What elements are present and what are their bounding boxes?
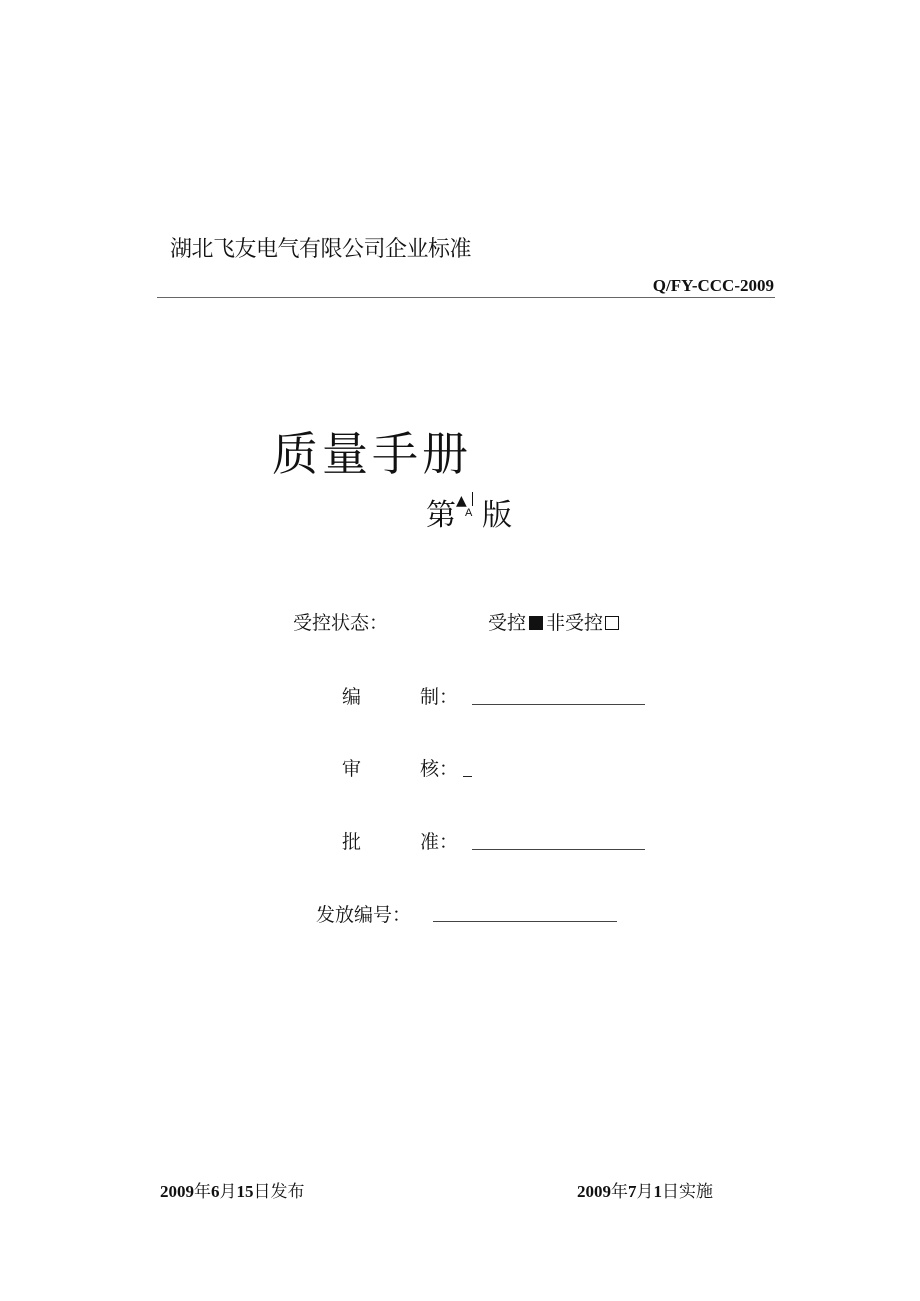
document-number: Q/FY-CCC-2009 (652, 276, 774, 295)
impl-month: 7 (628, 1182, 637, 1201)
publish-month: 6 (211, 1182, 220, 1201)
publish-date (160, 1177, 305, 1202)
impl-month-char: 月 (636, 1182, 654, 1201)
edition-mark-bar (472, 492, 473, 506)
control-status-options (488, 608, 619, 635)
edition-mark (456, 490, 482, 520)
manual-title: 质量手册 (272, 427, 472, 481)
issue-number-line[interactable] (433, 921, 617, 922)
implementation-date (577, 1177, 713, 1202)
approve-signature-line[interactable] (472, 849, 645, 850)
approve-label-first: 批 (342, 831, 362, 853)
edition-prefix: 第 (426, 498, 456, 533)
checked-box-icon[interactable] (529, 616, 543, 630)
review-label-first: 审 (342, 758, 362, 780)
impl-year-char: 年 (611, 1182, 628, 1201)
publish-year-char: 年 (194, 1182, 211, 1201)
compile-label-second: 制： (420, 686, 459, 708)
edition-mark-letter: A (465, 507, 473, 519)
publish-month-char: 月 (219, 1182, 237, 1201)
impl-year: 2009 (577, 1182, 611, 1201)
triangle-icon: ▲ (456, 493, 467, 509)
unchecked-box-icon[interactable] (605, 616, 619, 630)
controlled-option-label: 受控 (488, 612, 527, 634)
publish-year: 2009 (160, 1182, 194, 1201)
control-status-label: 受控状态： (293, 612, 389, 634)
edition-label (426, 490, 512, 534)
review-signature-line[interactable] (463, 776, 472, 777)
impl-suffix: 日实施 (662, 1182, 713, 1201)
uncontrolled-option-label: 非受控 (546, 612, 604, 634)
company-standard-title: 湖北飞友电气有限公司企业标准 (170, 237, 472, 262)
impl-day: 1 (653, 1182, 662, 1201)
review-label-second: 核： (420, 758, 459, 780)
edition-suffix: 版 (482, 498, 512, 533)
compile-label-first: 编 (342, 686, 362, 708)
publish-suffix: 日发布 (253, 1182, 305, 1201)
approve-label-second: 准： (420, 831, 459, 853)
compile-signature-line[interactable] (472, 704, 645, 705)
publish-day: 15 (236, 1182, 254, 1201)
issue-number-label: 发放编号： (316, 904, 412, 926)
header-divider (157, 297, 775, 298)
